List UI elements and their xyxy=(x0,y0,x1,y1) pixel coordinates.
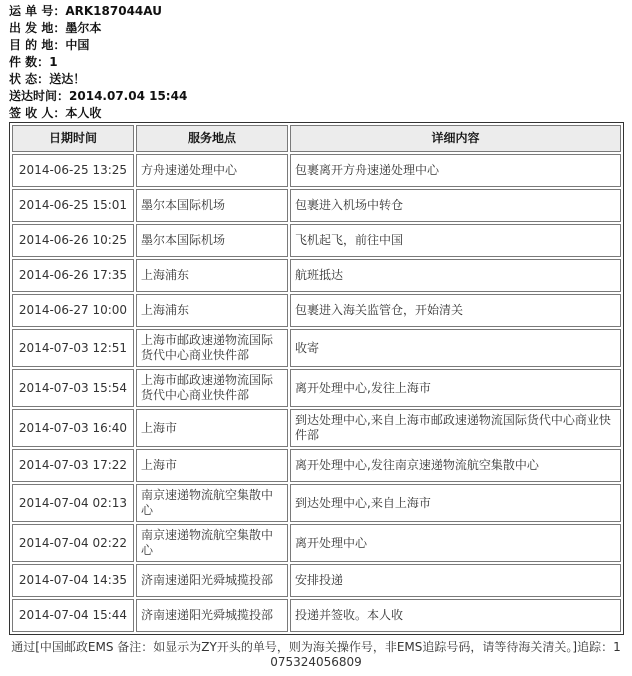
summary-label: 目 的 地： xyxy=(9,38,66,52)
cell-location: 上海市邮政速递物流国际货代中心商业快件部 xyxy=(136,329,288,367)
summary-label: 送达时间： xyxy=(9,89,70,103)
summary-piece-count xyxy=(9,54,609,71)
cell-datetime: 2014-06-26 17:35 xyxy=(12,259,134,292)
cell-datetime: 2014-06-27 10:00 xyxy=(12,294,134,327)
summary-value: ARK187044AU xyxy=(65,4,162,18)
summary-waybill xyxy=(9,3,609,20)
cell-datetime: 2014-06-25 13:25 xyxy=(12,154,134,187)
table-row xyxy=(12,409,621,447)
table-row xyxy=(12,564,621,597)
table-row xyxy=(12,369,621,407)
tracking-table xyxy=(9,122,624,635)
cell-datetime: 2014-07-04 14:35 xyxy=(12,564,134,597)
table-row xyxy=(12,524,621,562)
table-row xyxy=(12,189,621,222)
cell-location: 上海市 xyxy=(136,409,288,447)
footer-note: 通过[中国邮政EMS 备注：如显示为ZY开头的单号，则为海关操作号，非EMS追踪号码，请等待海关清关。]追踪：1075324056809 xyxy=(11,640,621,669)
cell-detail: 包裹进入机场中转仓 xyxy=(290,189,621,222)
cell-datetime: 2014-06-25 15:01 xyxy=(12,189,134,222)
cell-detail: 到达处理中心,来自上海市邮政速递物流国际货代中心商业快件部 xyxy=(290,409,621,447)
cell-datetime: 2014-06-26 10:25 xyxy=(12,224,134,257)
cell-location: 墨尔本国际机场 xyxy=(136,189,288,222)
cell-datetime: 2014-07-03 16:40 xyxy=(12,409,134,447)
cell-datetime: 2014-07-03 12:51 xyxy=(12,329,134,367)
summary-label: 状 态： xyxy=(9,72,50,86)
cell-location: 上海浦东 xyxy=(136,259,288,292)
cell-location: 济南速递阳光舜城揽投部 xyxy=(136,599,288,632)
cell-location: 方舟速递处理中心 xyxy=(136,154,288,187)
summary-label: 运 单 号： xyxy=(9,4,66,18)
summary-signed-by xyxy=(9,105,609,122)
table-row xyxy=(12,329,621,367)
summary-value: 中国 xyxy=(65,38,90,52)
cell-location: 上海市 xyxy=(136,449,288,482)
summary-value: 2014.07.04 15:44 xyxy=(69,89,188,103)
cell-location: 南京速递物流航空集散中心 xyxy=(136,524,288,562)
summary-delivery-time xyxy=(9,88,609,105)
header-detail: 详细内容 xyxy=(290,125,621,152)
cell-detail: 投递并签收。本人收 xyxy=(290,599,621,632)
cell-detail: 包裹离开方舟速递处理中心 xyxy=(290,154,621,187)
summary-label: 出 发 地： xyxy=(9,21,66,35)
summary-value: 本人收 xyxy=(65,106,102,120)
table-row xyxy=(12,484,621,522)
summary-value: 墨尔本 xyxy=(65,21,102,35)
table-row xyxy=(12,224,621,257)
cell-datetime: 2014-07-04 02:13 xyxy=(12,484,134,522)
cell-datetime: 2014-07-03 17:22 xyxy=(12,449,134,482)
summary-origin xyxy=(9,20,609,37)
cell-location: 济南速递阳光舜城揽投部 xyxy=(136,564,288,597)
table-row xyxy=(12,599,621,632)
cell-location: 南京速递物流航空集散中心 xyxy=(136,484,288,522)
summary-label: 签 收 人： xyxy=(9,106,66,120)
cell-location: 墨尔本国际机场 xyxy=(136,224,288,257)
header-datetime: 日期时间 xyxy=(12,125,134,152)
table-row xyxy=(12,154,621,187)
summary-label: 件 数： xyxy=(9,55,50,69)
cell-datetime: 2014-07-03 15:54 xyxy=(12,369,134,407)
cell-datetime: 2014-07-04 02:22 xyxy=(12,524,134,562)
summary-status xyxy=(9,71,609,88)
cell-detail: 离开处理中心,发往上海市 xyxy=(290,369,621,407)
summary-value: 1 xyxy=(49,55,58,69)
cell-detail: 包裹进入海关监管仓，开始清关 xyxy=(290,294,621,327)
cell-location: 上海浦东 xyxy=(136,294,288,327)
table-row xyxy=(12,259,621,292)
cell-datetime: 2014-07-04 15:44 xyxy=(12,599,134,632)
table-row xyxy=(12,449,621,482)
summary-value: 送达！ xyxy=(49,72,86,86)
table-header-row xyxy=(12,125,621,152)
summary-destination xyxy=(9,37,609,54)
cell-detail: 收寄 xyxy=(290,329,621,367)
cell-detail: 飞机起飞，前往中国 xyxy=(290,224,621,257)
cell-detail: 到达处理中心,来自上海市 xyxy=(290,484,621,522)
cell-detail: 离开处理中心,发往南京速递物流航空集散中心 xyxy=(290,449,621,482)
cell-detail: 离开处理中心 xyxy=(290,524,621,562)
cell-location: 上海市邮政速递物流国际货代中心商业快件部 xyxy=(136,369,288,407)
table-row xyxy=(12,294,621,327)
cell-detail: 航班抵达 xyxy=(290,259,621,292)
cell-detail: 安排投递 xyxy=(290,564,621,597)
header-location: 服务地点 xyxy=(136,125,288,152)
shipment-summary xyxy=(0,0,609,122)
